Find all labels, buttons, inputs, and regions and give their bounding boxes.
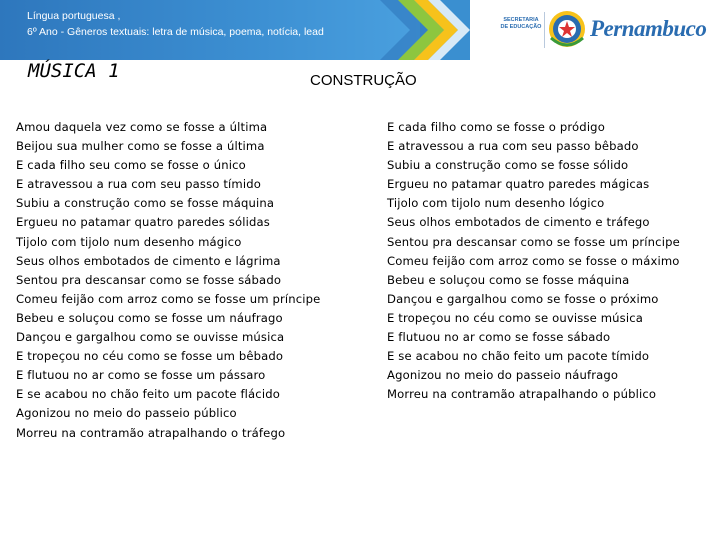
lyric-line: Morreu na contramão atrapalhando o tráfego — [16, 425, 286, 440]
lyrics-column-right — [387, 118, 680, 404]
lyric-line: Morreu na contramão atrapalhando o público — [387, 387, 657, 402]
lyric-line: Beijou sua mulher como se fosse a última — [16, 139, 265, 154]
lyric-line: Subiu a construção como se fosse sólido — [387, 158, 629, 173]
lyric-line: E se acabou no chão feito um pacote tímido — [387, 349, 650, 364]
header-subject: Língua portuguesa , — [27, 10, 121, 22]
secretaria-line1: SECRETARIA — [503, 17, 539, 23]
lyric-line: Sentou pra descansar como se fosse sábado — [16, 272, 282, 287]
lyric-line: Agonizou no meio do passeio náufrago — [387, 368, 619, 383]
lyric-line: Dançou e gargalhou como se fosse o próximo — [387, 291, 659, 306]
section-label: MÚSICA 1 — [28, 60, 120, 82]
lyric-line: Amou daquela vez como se fosse a última — [16, 120, 268, 134]
lyric-line: Seus olhos embotados de cimento e tráfego — [387, 215, 650, 230]
lyric-line: Dançou e gargalhou como se ouvisse música — [16, 330, 285, 345]
lyric-line: E tropeçou no céu como se ouvisse música — [387, 310, 644, 325]
secretaria-label — [500, 17, 542, 31]
lyric-line: Bebeu e soluçou como se fosse um náufrago — [16, 310, 283, 325]
lyric-line: Subiu a construção como se fosse máquina — [16, 196, 275, 211]
lyric-line: E atravessou a rua com seu passo tímido — [16, 177, 261, 192]
lyric-line: E se acabou no chão feito um pacote flácido — [16, 387, 280, 402]
logo-divider — [544, 12, 545, 48]
lyric-line: E atravessou a rua com seu passo bêbado — [387, 139, 639, 154]
lyric-line: Tijolo com tijolo num desenho mágico — [16, 234, 242, 249]
lyric-line: Ergueu no patamar quatro paredes sólidas — [16, 215, 270, 230]
slide-header — [0, 0, 720, 60]
lyric-line: Sentou pra descansar como se fosse um príncipe — [387, 234, 680, 249]
secretaria-line2: DE EDUCAÇÃO — [500, 24, 542, 30]
lyric-line: Seus olhos embotados de cimento e lágrima — [16, 253, 281, 268]
lyric-line: E cada filho como se fosse o pródigo — [387, 120, 605, 134]
lyric-line: Bebeu e soluçou como se fosse máquina — [387, 272, 630, 287]
lyric-line: Tijolo com tijolo num desenho lógico — [387, 196, 605, 211]
lyric-line: E tropeçou no céu como se fosse um bêbado — [16, 349, 284, 364]
lyric-line: Comeu feijão com arroz como se fosse um príncipe — [16, 291, 321, 306]
lyric-line: E cada filho seu como se fosse o único — [16, 158, 246, 173]
lyric-line: Agonizou no meio do passeio público — [16, 406, 237, 421]
lyric-line: Ergueu no patamar quatro paredes mágicas — [387, 177, 650, 192]
lyric-line: E flutuou no ar como se fosse sábado — [387, 330, 611, 345]
lyric-line: E flutuou no ar como se fosse um pássaro — [16, 368, 266, 383]
corner-decoration — [640, 460, 720, 540]
state-logo-text: Pernambuco — [590, 16, 707, 41]
lyrics-column-left — [16, 118, 320, 443]
header-grade-topic: 6º Ano - Gêneros textuais: letra de música, poema, notícia, lead — [27, 26, 324, 38]
lyric-line: Comeu feijão com arroz como se fosse o máximo — [387, 253, 680, 268]
song-title: CONSTRUÇÃO — [310, 72, 417, 89]
coat-of-arms-icon — [547, 8, 587, 50]
